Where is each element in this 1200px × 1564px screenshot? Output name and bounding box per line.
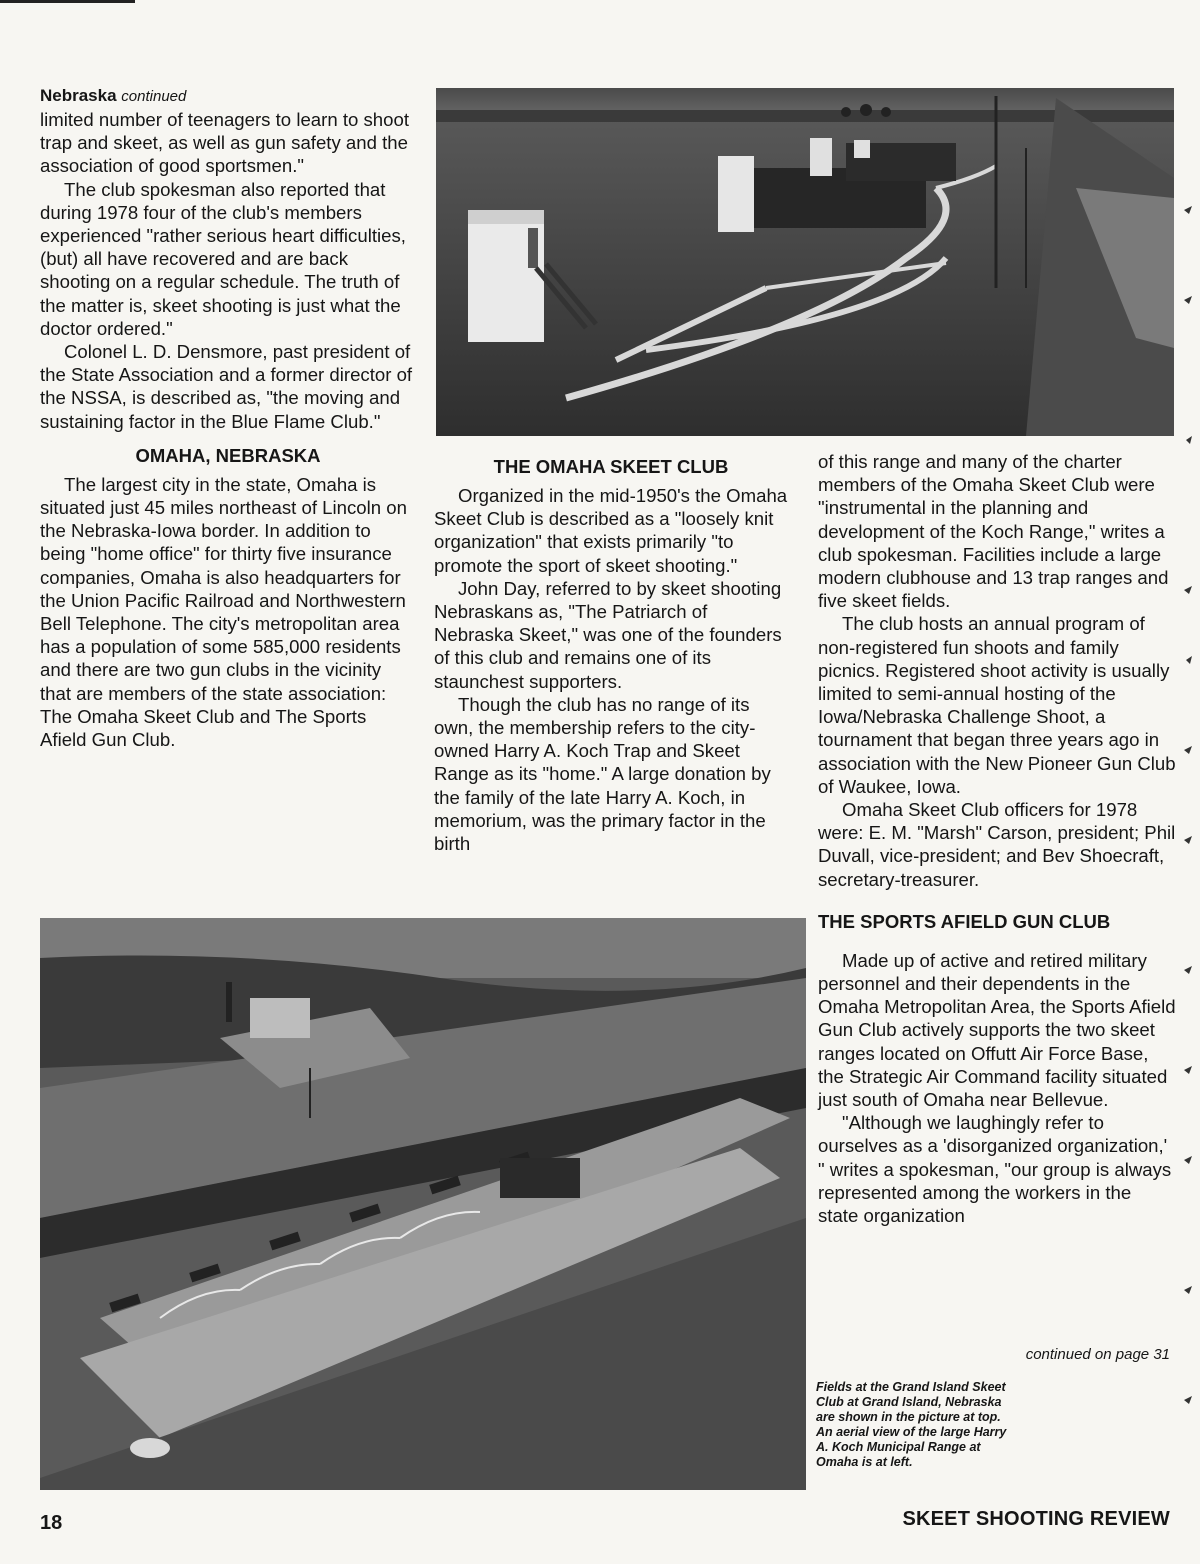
paragraph: Colonel L. D. Densmore, past president of the State Association and a former director of the NSSA, is described as, "the moving and sustaining factor in the Blue Flame Club."	[40, 341, 413, 432]
section-heading-omaha-nebraska: OMAHA, NEBRASKA	[135, 444, 321, 466]
paragraph: The largest city in the state, Omaha is situated just 45 miles northeast of Lincoln on the Nebraska-Iowa border. In addition to being "home office" for thirty five insurance companies, Omaha is also headquarters for the Union Pacific Railroad and Northwestern Bell Telephone. The city's metropolitan area has a population of some 585,000 residents and there are two gun clubs in the vicinity that are members of the state association: The Omaha Skeet Club and The Sports Afield Gun Club.	[40, 473, 407, 751]
running-head-sub: continued	[121, 88, 187, 105]
paragraph: Omaha Skeet Club officers for 1978 were: E. M. "Marsh" Carson, president; Phil Duvall, vice-president; and Bev Shoecraft, secretary-treasurer.	[818, 799, 1176, 890]
page-number: 18	[40, 1512, 63, 1534]
photo-caption: Fields at the Grand Island Skeet Club at Grand Island, Nebraska are shown in the picture at top. An aerial view of the large Harry A. Koch Municipal Range at Omaha is at left.	[816, 1380, 1007, 1469]
column-1	[40, 86, 416, 751]
paragraph: limited number of teenagers to learn to shoot trap and skeet, as well as gun safety and the association of good sportsmen."	[40, 109, 409, 177]
continued-note: continued on page 31	[1025, 1346, 1170, 1363]
magazine-title: SKEET SHOOTING REVIEW	[902, 1508, 1170, 1530]
paragraph: Organized in the mid-1950's the Omaha Skeet Club is described as a "loosely knit organization" that exists primarily "to promote the sport of skeet shooting."	[434, 485, 788, 576]
skeet-fields-photo	[436, 88, 1174, 436]
running-head-title: Nebraska	[40, 86, 117, 105]
column-2	[434, 456, 788, 855]
paragraph: of this range and many of the charter members of the Omaha Skeet Club were "instrumental in the planning and development of the Koch Range," writes a club spokesman. Facilities include a large modern clubhouse and 13 trap ranges and five skeet fields.	[818, 451, 1169, 612]
paragraph: "Although we laughingly refer to ourselves as a 'disorganized organization,' " writes a spokesman, "our group is always represented among the workers in the state organization	[818, 1112, 1172, 1227]
paragraph: Though the club has no range of its own, the membership refers to the city-owned Harry A. Koch Trap and Skeet Range as its "home." A large donation by the family of the late Harry A. Koch, in memorium, was the primary factor in the birth	[434, 693, 771, 855]
running-head	[40, 86, 416, 106]
paragraph: The club hosts an annual program of non-registered fun shoots and family picnics. Registered shoot activity is usually limited to semi-annual hosting of the Iowa/Nebraska Challenge Shoot, a tournament that began three years ago in association with the New Pioneer Gun Club of Waukee, Iowa.	[818, 613, 1176, 797]
section-heading-omaha-skeet-club: THE OMAHA SKEET CLUB	[493, 456, 729, 477]
aerial-range-photo	[40, 918, 806, 1490]
section-heading-sports-afield: THE SPORTS AFIELD GUN CLUB	[818, 910, 1111, 932]
column-3	[818, 450, 1176, 1227]
paragraph: The club spokesman also reported that during 1978 four of the club's members experienced "rather serious heart difficulties, (but) all have recovered and are back shooting on a regular schedule. The truth of the matter is, skeet shooting is just what the doctor ordered."	[40, 178, 406, 339]
top-rule	[0, 0, 135, 3]
paragraph: Made up of active and retired military personnel and their dependents in the Omaha Metropolitan Area, the Sports Afield Gun Club actively supports the two skeet ranges located on Offutt Air Force Base, the Strategic Air Command facility situated just south of Omaha near Bellevue.	[818, 949, 1176, 1111]
paragraph: John Day, referred to by skeet shooting Nebraskans as, "The Patriarch of Nebraska Skeet," was one of the founders of this club and remains one of its staunchest supporters.	[434, 577, 782, 692]
page-edge-marks	[1178, 140, 1198, 1480]
